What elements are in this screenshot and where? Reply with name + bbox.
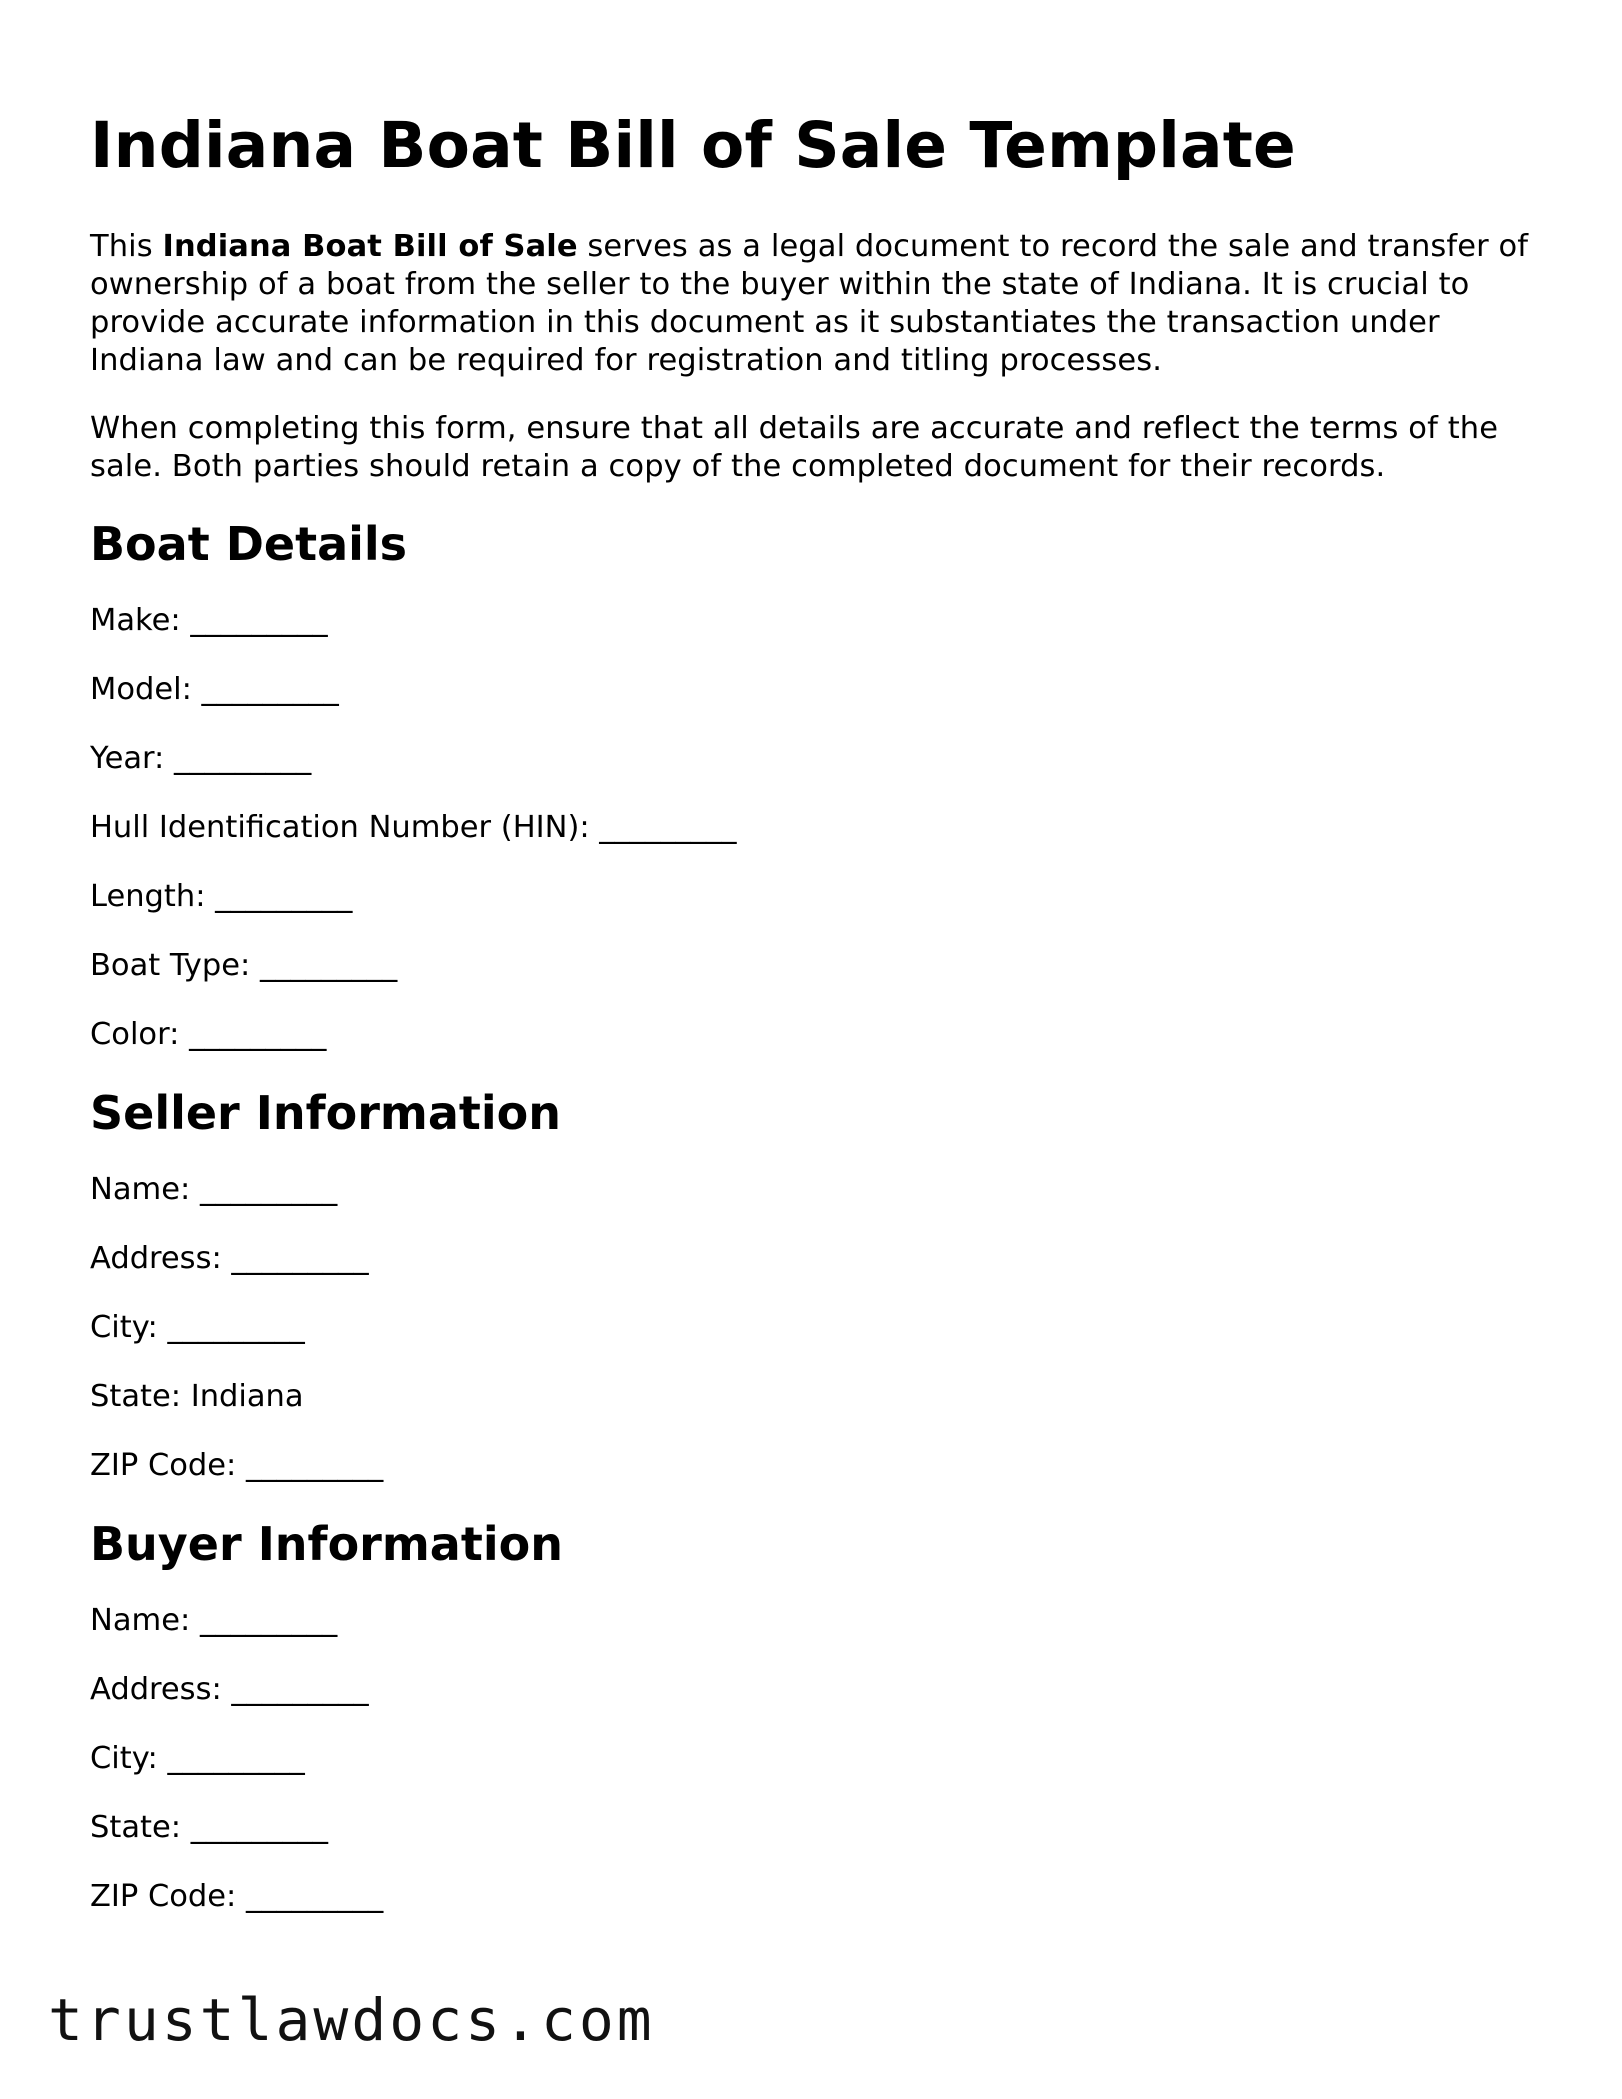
- boat-model-field[interactable]: Model: _________: [90, 672, 339, 707]
- document-page: [90, 108, 1540, 1947]
- intro-prefix: This: [90, 229, 163, 264]
- intro-suffix: serves as a legal document to record the sale and transfer of ownership of a boat from the seller to the buyer within the state of Indiana. It is crucial to provide accurate information in this document as it substantiates the transaction under Indiana law and can be required for registration and titling processes.: [90, 229, 1529, 378]
- intro-bold-title: Indiana Boat Bill of Sale: [162, 229, 578, 264]
- boat-color-field[interactable]: Color: _________: [90, 1017, 327, 1052]
- seller-city-field[interactable]: City: _________: [90, 1310, 305, 1345]
- seller-information-section: [90, 1085, 1540, 1485]
- boat-length-field[interactable]: Length: _________: [90, 879, 353, 914]
- buyer-information-heading: Buyer Information: [90, 1517, 563, 1571]
- buyer-name-field[interactable]: Name: _________: [90, 1603, 338, 1638]
- seller-information-heading: Seller Information: [90, 1086, 562, 1140]
- buyer-state-field[interactable]: State: _________: [90, 1810, 328, 1845]
- boat-type-field[interactable]: Boat Type: _________: [90, 948, 398, 983]
- buyer-address-field[interactable]: Address: _________: [90, 1672, 369, 1707]
- boat-year-field[interactable]: Year: _________: [90, 741, 312, 776]
- seller-state-field: State: Indiana: [90, 1379, 304, 1414]
- intro-paragraph-1: [90, 228, 1540, 380]
- seller-name-field[interactable]: Name: _________: [90, 1172, 338, 1207]
- seller-address-field[interactable]: Address: _________: [90, 1241, 369, 1276]
- boat-hin-field[interactable]: Hull Identification Number (HIN): _________: [90, 810, 737, 845]
- boat-details-section: [90, 516, 1540, 1054]
- intro-paragraph-2: When completing this form, ensure that all details are accurate and reflect the terms of the sale. Both parties should retain a copy of the completed document for their records.: [90, 411, 1499, 484]
- boat-details-heading: Boat Details: [90, 517, 408, 571]
- buyer-city-field[interactable]: City: _________: [90, 1741, 305, 1776]
- watermark: trustlawdocs.com: [48, 1986, 655, 2054]
- seller-zip-field[interactable]: ZIP Code: _________: [90, 1448, 384, 1483]
- buyer-information-section: [90, 1516, 1540, 1916]
- buyer-zip-field[interactable]: ZIP Code: _________: [90, 1879, 384, 1914]
- boat-make-field[interactable]: Make: _________: [90, 603, 328, 638]
- document-title: Indiana Boat Bill of Sale Template: [90, 109, 1296, 182]
